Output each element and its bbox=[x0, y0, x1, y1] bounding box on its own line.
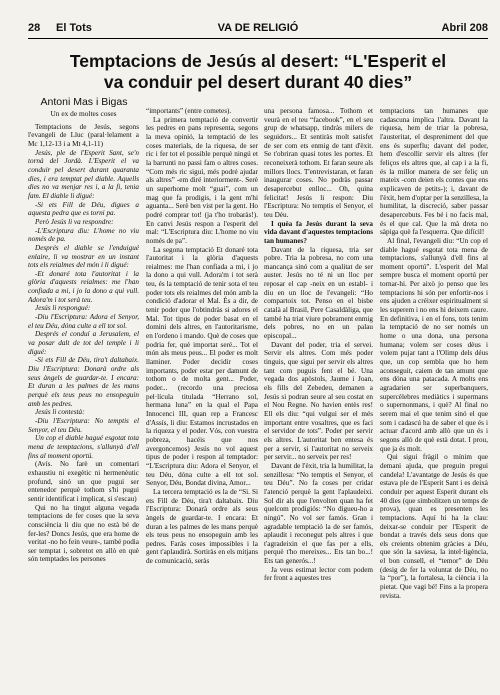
section-heading: I quèa fa Jesús durant la seva vida davant d'aquestes temptacions tan humanes? bbox=[264, 219, 373, 245]
header-rule bbox=[28, 38, 488, 39]
scripture-paragraph: Jesús li contestà: bbox=[35, 408, 85, 417]
article-author: Antoni Mas i Bigas bbox=[40, 96, 128, 108]
paragraph: Temptacions de Jesús, segons l'evangeli de Lluc (paral·lelament a Mc 1,12-13 i a Mt 4,1-11) bbox=[28, 122, 139, 148]
column-4 bbox=[380, 107, 488, 687]
paragraph: “importants” (entre cometes). bbox=[146, 107, 232, 115]
paragraph: Davant del poder, tria el servei. Servir els altres. Com més poder tinguis, que sigui per servir els altres tant com puguis fent el bé. Una vegada dos apòstols, Jaume i Joan, els fills del Zebedeu, demanen a Jesús si podran seure al seu costat en el Nou Regne. No havien entès res! Ell els diu: “qui vulgui ser el més important entre vosaltres, que es faci el servidor de tots”. Poder per servir els altres. L'autoritat ben entesa és per a servir, si l'autoritat no serveix per servir... no serveix per res! bbox=[264, 340, 373, 462]
paragraph: Davant de l'èxit, tria la humilitat, la senzillesa: “No temptis el Senyor, el teu Déu”. No fa coses per cridar l'atenció perquè la gent l'aplaudeixi. Sol dir als que l'envolten quan ha fet quelcom prodigiós: “No digueu-ho a ningú”. No vol ser famós. Gran i agradable temptació la de ser famós, aplaudit i reconegut pels altres i que t'agradeixin el que fas per a ells, perquè t'ho mereixes... Ets tan bo...! Ets tan generós...! bbox=[264, 461, 373, 566]
article-title bbox=[28, 51, 488, 93]
column-3 bbox=[264, 107, 373, 687]
scripture-paragraph: -Si ets Fill de Déu, digues a aquesta pedra que es torni pa. bbox=[28, 200, 139, 218]
paragraph: una persona famosa... Tothom et veurà en el teu “facebook”, en el seu grup de whatsapp, tindràs milers de seguidors... Et sentiràs molt satisfet de ser com ets enmig de tant d'èxit. Se t'obriran quasi totes les portes. Et reconeixerà tothom. Et faran seure als millors llocs. T'entrevistaran, et faran inaugurar coses. No podràs passar desapercebut enlloc... Oh, quina felicitat! Jesús li respon: Diu l'Escriptura: No temptis el Senyor, el teu Déu. bbox=[264, 107, 373, 219]
paragraph: temptacions tan humanes que cadascuna implica l'altra. Davant la riquesa, hem de triar la pobresa, l'austeritat, el despreniment del que ens és superflu; davant del poder, hem d'escollir servir els altres (fer feliços els altres que, al cap i a la fi, és la millor manera de ser feliç un mateix -com deien els contes que ens explicaven de petits-); i, davant de l'èxit, hem d'optar per la senzillesa, la humilitat, la discreció, saber passar desapercebuts. Fes bé i no facis mal, és el que cal. Que la mà dreta no sàpiga què fa l'esquerra. Que difícil! bbox=[380, 107, 488, 237]
paragraph: Davant de la riquesa, tria ser pobre. Tria la pobresa, no com una mancança sinó com a qualitat de ser auster. Jesús no té ni un lloc per reposar el cap -neix en un establ- i diu en un lloc de l'evangeli: “Ho compartoix tot. Penso en el bisbe català al Brasil, Pere Casaldàliga, que també ha triat viure pobrament enmig dels pobres, no en un palau episcopal... bbox=[264, 245, 373, 341]
paragraph: Qui sigui fràgil o mínim que demani ajuda, que preguin pregui candela! L'avantatge de Jesús és que estava ple de l'Esperit Sant i es deixà conduir per aquest Esperit durant els 40 dies (que simbolitzen un temps de prova), quan es presenten les temptacions. Aquí hi ha la clau: deixar-se conduir per l'Esperit de bondat a través dels seus dons que els creients obtenim gràcies a Déu, que són la saviesa, la intel·ligència, el bon consell, el “temor” de Déu (desig de fer la voluntat de Déu, no la “por”), la fortalesa, la ciència i la pietat. Que vagi bé! Fins a la propera revista. bbox=[380, 453, 488, 600]
paragraph: La tercera temptació es la de “Si. Si ets Fill de Déu, tira't daltabaix. Diu l'Escriptura: Donarà ordre als seus àngels de guardar-te. I encara: Et duran a les palmes de les mans perquè els teus peus no ensopeguin amb les pedres. Farás coses impossibles i la gent t'aplaudirà. Sortiràs en els mitjans de comunicació, seràs bbox=[146, 487, 258, 566]
scripture-paragraph: Però Jesús li va respondre: bbox=[35, 217, 114, 226]
column-1 bbox=[28, 110, 139, 690]
paragraph: La primera temptació de convertir les pedres en pans representa, segons la meva opinió, la temptació de les coses materials, de la riquesa, de ser ric i fer tot el possible perquè ningú et la barrunti no passi fam o altres coses. “Com més ric siguí, més podré ajudar als altres” -em diré interiorment-. Serè un superhome molt “guai”, com un mag que fa prodigis, i la gent m'hi aguanta... Serè ben vist per la gent. Ho podré comprar tot! (ja t'ho trobaràs!). En canvi Jesús respon a l'esperit del mal: “L'Escriptura diu: L'home no viu només de pa”. bbox=[146, 115, 258, 245]
author-subtitle: Un ex de moltes coses bbox=[50, 110, 117, 118]
scripture-paragraph: -Si ets Fill de Déu, tira't daltabaix. Diu l'Escriptura: Donarà ordre als seus àngels de guardar-te. I encara: Et duran a les palmes de les mans perquè els teus peus no ensopeguin amb les pedres. bbox=[28, 356, 139, 408]
scripture-paragraph: -Diu l'Escriptura: No temptis el Senyor, el teu Déu. bbox=[28, 416, 139, 434]
scripture-paragraph: Després el conduí a Jerusalem, el va posar dalt de tot del temple i li digué: bbox=[28, 330, 139, 356]
title-line-1: Temptacions de Jesús al desert: “L'Esperit el bbox=[69, 51, 447, 71]
scripture-paragraph: -Diu l'Escriptura: Adora el Senyor, el teu Déu, dóna culte a ell tot sol. bbox=[28, 313, 139, 330]
paragraph: (Avís. No farè un comentari exhaustiu ni exegètic ni hermenèutic profund, sinó un que pugui ser entenedor perquè tothom s'hi pugui sentir identificat i implicat, si s'escau) bbox=[28, 460, 139, 503]
paragraph: Qui no ha tingut alguna vegada temptacions de fer coses que la seva consciència li diu que no està bé de fer-les? Doncs Jesús, que era home de veritat -no ho fein veure-, també podia ser temptat i, sobretot en allò en què són temptades les persones bbox=[28, 503, 139, 564]
scripture-paragraph: Després el diable se l'enduigué enlaire, li va mostrar en un instant tots els reialmes del món i li digué: bbox=[28, 243, 139, 270]
paragraph: La segona temptació Et donaré tota l'autoritat i la glòria d'aquests reialmes: me l'han confiada a mi, i jo la dono a qui vull. Adora'm i tot serà teu, és la temptació de tenir sota el teu poder tots els reialmes del món amb la condició d'adorar el Mal. És a dir, de tenir poder que l'obtindràs si adores el Mal. Tot tipus de poder basat en el domini dels altres, en l'autoritarisme, en l'ordeno i mando. Què de coses que podria fer, què importat seré... Tot el món als meus peus... El poder es molt llaminer. Poder decidir coses importants, poder estar per damunt de tothom o de molta gent... Poder, poder... (recordo una preciosa pel·lícula titulada “Herrano sol, hermana luna” en la qual el Papa Innocenci III, quan rep a Francesc d'Assís, li diu: Estamos incrustados en la riqueza y el poder. Vós, con vuestra pobreza, hacéis que nos avergoncemos) Jesús no vol aquest tipus de poder i respon al temptador: “L'Escriptura diu: Adora el Senyor, el teu Déu, dóna culte a ell tot sol. Senyor, Déu, Bondat divina, Amor... bbox=[146, 245, 258, 488]
scripture-paragraph: Jesús, ple de l'Esperit Sant, se'n tornà del Jordà. L'Esperit el va conduir pel desert durant quaranta dies, i era temptat pel diable. Aquells dies no va menjar res i, a la fi, tenia fam. El diable li digué: bbox=[28, 148, 139, 200]
scripture-paragraph: Un cop el diable hagué esgotat tota mena de temptacions, s'allunyà d'ell fins al moment oportú. bbox=[28, 434, 139, 460]
section-title: VA DE RELIGIÓ bbox=[217, 22, 299, 34]
scripture-paragraph: -Et donaré tota l'autoritat i la glòria d'aquests reialmes: me l'han confiada a mi, i jo la dono a qui vull. Adora'm i tot serà teu. bbox=[28, 269, 139, 304]
column-2 bbox=[146, 107, 258, 687]
issue-date: Abril 208 bbox=[441, 22, 488, 34]
paragraph: Ja veus estimat lector com podem fer front a aquestes tres bbox=[264, 565, 373, 583]
scripture-paragraph: Jesús li respongué: bbox=[35, 304, 91, 313]
page-number: 28 bbox=[28, 22, 41, 34]
page-header bbox=[28, 22, 488, 38]
publication-name: El Tots bbox=[56, 22, 92, 34]
scripture-paragraph: -L'Escriptura diu: L'home no viu només de pa. bbox=[28, 226, 139, 244]
paragraph: Al final, l'evangeli diu: “Un cop el diable hagué esgotat tota mena de temptacions, s'allunyà d'ell fins al moment oportú”. L'esperit del Mal sempre busca el moment oportú per tornar-hi. Per això jo penso que les temptacions hi són per enfortir-nos i ens ajuden a créixer espiritualment si les superem i no ens hi deixem caure. En definitiva, i en el fons, tots tenim la temptació de no ser només un home o una dona, una persona humana; volem ser coses dèus i volem pujar tant a l'Olimp dels déus que, un cop sembla que ho hem aconseguit, caiem de tan amunt que ens dóna una patacada. A molts ens agradarien ser superbanquers, supercèlebres mediàtics i supermans o supernonmans, i què? Al final no serem mai el que tenim sinó el que som i cadascú ha de saber el que és i actuar d'acord amb allò que un és i segons allò de què està dotat. I prou, que ja és molt. bbox=[380, 236, 488, 453]
title-line-2: va conduir pel desert durant 40 dies” bbox=[103, 72, 413, 92]
